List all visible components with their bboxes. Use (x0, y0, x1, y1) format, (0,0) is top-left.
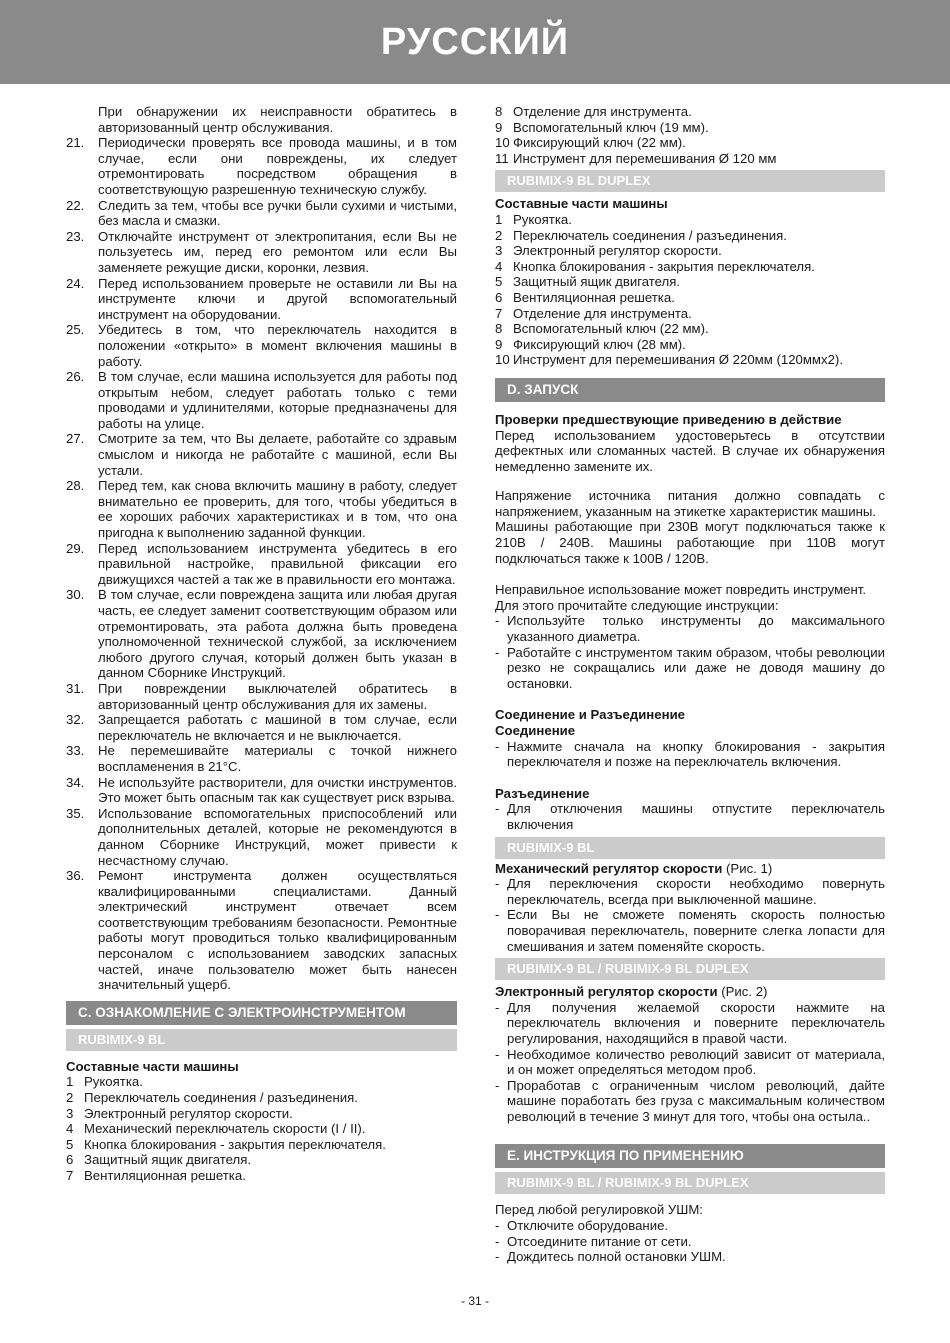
list-item-number: 2 (495, 227, 503, 243)
list-item-number: 35. (66, 805, 85, 821)
list-item (495, 243, 885, 259)
duplex-parts-title: Составные части машины (495, 196, 668, 212)
list-item (66, 198, 457, 229)
list-item-number: 5 (66, 1136, 74, 1152)
safety-list (66, 135, 457, 993)
list-item-number: 1 (66, 1074, 74, 1090)
mechanical-figure-ref: (Рис. 1) (726, 860, 773, 876)
list-item-number: 9 (495, 336, 503, 352)
bullet-item (495, 801, 885, 832)
list-item (66, 1106, 457, 1122)
list-item-text: Кнопка блокирования - закрытия переключателя. (84, 1136, 386, 1152)
list-item-text: При повреждении выключателей обратитесь в авторизованный центр обслуживания для их замены. (98, 680, 457, 712)
bullet-item (495, 1047, 885, 1078)
bullet-text: Нажмите сначала на кнопку блокирования - закрытия переключателя и позже на переключатель включения. (507, 738, 885, 770)
list-item-text: Рукоятка. (84, 1074, 143, 1090)
list-item-text: Запрещается работать с машиной в том случае, если переключатель не включается и не выключается. (98, 712, 457, 743)
list-item (66, 1090, 457, 1106)
bullet-item (495, 1234, 885, 1250)
list-item-number: 3 (495, 243, 503, 259)
list-item-text: Смотрите за тем, что Вы делаете, работайте со здравым смыслом и никогда не работайте с машиной, если Вы устали. (98, 431, 457, 478)
list-item-number: 11 (495, 150, 509, 166)
list-item-text: В том случае, если машина используется для работы под открытым небом, следует работать только с теми проводами и удлинителями, которые предназначены для работы на улице. (98, 369, 457, 431)
list-item (66, 1121, 457, 1137)
list-item-number: 26. (66, 369, 85, 385)
list-item-text: Электронный регулятор скорости. (84, 1105, 293, 1121)
voltage-text: Напряжение источника питания должно совпадать с напряжением, указанным на этикетке характеристик машины. (495, 488, 885, 519)
list-item-number: 33. (66, 743, 85, 759)
list-item (66, 712, 457, 743)
bullet-text: Отключите оборудование. (507, 1218, 669, 1234)
list-item-text: Отделение для инструмента. (513, 104, 692, 119)
before-text: Перед любой регулировкой УШМ: (495, 1202, 703, 1218)
list-item (495, 120, 885, 136)
list-item-text: Перед использованием инструмента убедитесь в его правильной настройке, правильной фиксации его движущихся частей а так же в правильности его монтажа. (98, 540, 457, 587)
list-item-number: 24. (66, 275, 85, 291)
list-item-text: Вспомогательный ключ (19 мм). (513, 119, 709, 135)
left-column (66, 104, 457, 1184)
list-item (66, 369, 457, 431)
bullet-dash: - (495, 907, 500, 923)
follow-text: Для этого прочитайте следующие инструкции: (495, 597, 779, 613)
voltage-text-2: Машины работающие при 230В могут подключаться также к 210В / 240В. Машины работающие при 110В могут подключаться также к 100В / 120В. (495, 519, 885, 566)
list-item-text: Не используйте растворители, для очистки инструментов. Это может быть опасным так как существует риск взрыва. (98, 774, 457, 806)
list-item-number: 4 (495, 258, 503, 274)
list-item-number: 10 (495, 135, 510, 151)
list-item-text: Отключайте инструмент от электропитания, если Вы не пользуетесь им, перед его ремонтом или если Вы заменяете режущие диски, коронки, лезвия. (98, 228, 457, 275)
list-item-text: Следить за тем, чтобы все ручки были сухими и чистыми, без масла и смазки. (98, 197, 457, 229)
list-item (66, 806, 457, 868)
connection-list (495, 739, 885, 770)
page-title: РУССКИЙ (380, 21, 570, 63)
list-item-number: 2 (66, 1090, 74, 1106)
list-item-number: 22. (66, 197, 85, 213)
list-item (495, 228, 885, 244)
before-list (495, 1218, 885, 1265)
list-item-text: Перед использованием проверьте не оставили ли Вы на инструменте ключи и другой вспомогательный инструмент на оборудовании. (98, 275, 457, 322)
list-item (66, 1074, 457, 1090)
bullet-dash: - (495, 1077, 500, 1093)
list-item-number: 23. (66, 228, 85, 244)
list-item (495, 104, 885, 120)
list-item-text: Периодически проверять все провода машины, и в том случае, если они повреждены, их следует отремонтировать посредством обращения в соответствующую разрешенную техническую службу. (98, 135, 457, 197)
bullet-dash: - (495, 999, 500, 1015)
list-item-text: Убедитесь в том, что переключатель находится в положении «открыто» в момент включения машины в работу. (98, 322, 457, 369)
list-item-number: 21. (66, 135, 85, 151)
bullet-text: Отсоедините питание от сети. (507, 1233, 692, 1249)
list-item-number: 32. (66, 712, 85, 728)
list-item (495, 151, 885, 167)
list-item (66, 135, 457, 197)
list-item-number: 6 (66, 1152, 74, 1168)
list-item (66, 431, 457, 478)
subsection-both-heading: RUBIMIX-9 BL / RUBIMIX-9 BL DUPLEX (495, 958, 885, 980)
bullet-item (495, 1078, 885, 1125)
list-item (66, 1152, 457, 1168)
list-item-text: Защитный ящик двигателя. (513, 274, 681, 290)
list-item (495, 352, 885, 368)
list-item (495, 135, 885, 151)
checks-title: Проверки предшествующие приведению в действие (495, 411, 842, 427)
duplex-parts-list (495, 212, 885, 368)
list-item-number: 7 (66, 1168, 74, 1183)
list-item-number: 25. (66, 322, 85, 338)
list-item-number: 9 (495, 119, 503, 135)
bullet-item (495, 907, 885, 954)
list-item (66, 868, 457, 993)
electronic-figure-ref: (Рис. 2) (721, 984, 768, 1000)
intro-text: При обнаружении их неисправности обратитесь в авторизованный центр обслуживания. (98, 104, 457, 135)
list-item-number: 10 (495, 352, 510, 368)
bullet-text: Для переключения скорости необходимо повернуть переключатель, всегда при выключенной машине. (507, 876, 885, 907)
right-column (495, 104, 885, 1265)
list-item-text: Переключатель соединения / разъединения. (84, 1090, 358, 1106)
list-item (495, 306, 885, 322)
list-item-number: 30. (66, 587, 85, 603)
bullet-item (495, 876, 885, 907)
list-item-text: Инструмент для перемешивания Ø 220мм (120ммх2). (513, 352, 843, 368)
page-header (0, 0, 950, 84)
list-item (66, 775, 457, 806)
list-item-text: Кнопка блокирования - закрытия переключателя. (513, 258, 815, 274)
bullet-dash: - (495, 1046, 500, 1062)
follow-list (495, 613, 885, 691)
bullet-text: Используйте только инструменты до максимального указанного диаметра. (507, 613, 885, 645)
list-item (66, 541, 457, 588)
list-item-number: 34. (66, 774, 85, 790)
subsection-rubimix-heading-2: RUBIMIX-9 BL (495, 837, 885, 859)
connection-subtitle: Соединение (495, 723, 576, 738)
bullet-text: Необходимое количество революций зависит от материала, и он может определяться методом проб. (507, 1046, 885, 1078)
bullet-text: Проработав с ограниченным числом революций, дайте машине поработать без груза с максимальным количеством революций в течение 3 минут для того, чтобы она остыла.. (507, 1077, 885, 1124)
list-item-text: Отделение для инструмента. (513, 305, 692, 321)
list-item-number: 6 (495, 289, 503, 305)
bullet-text: Для отключения машины отпустите переключатель включения (507, 801, 885, 832)
list-item (66, 743, 457, 774)
bullet-text: Если Вы не сможете поменять скорость полностью поворачивая переключатель, поверните слегка лопасти для смешивания и затем поменяйте скорость. (507, 907, 885, 954)
list-item-text: В том случае, если повреждена защита или любая другая часть, ее следует заменит соответствующим образом или отремонтировать, эта работа должна быть проведена уполномоченной технической службой, за исключением любого другого случая, который должен быть указан в данном Сборнике Инструкций. (98, 587, 457, 681)
list-item-text: Ремонт инструмента должен осуществляться квалифицированными специалистами. Данный электрический инструмент отвечает всем соответствующим требованиям безопасности. Ремонтные работы могут проводиться только квалифицированным персоналом с использованием заводских запасных частей, иначе пользователю может быть нанесен значительный ущерб. (98, 868, 457, 993)
bullet-item (495, 645, 885, 692)
list-item-text: Инструмент для перемешивания Ø 120 мм (513, 150, 777, 166)
list-item (66, 681, 457, 712)
list-item-text: Фиксирующий ключ (22 мм). (513, 135, 686, 151)
list-item-number: 4 (66, 1121, 74, 1137)
bullet-text: Для получения желаемой скорости нажмите на переключатель включения и поверните переключатель регулирования, находящийся в правой части. (507, 999, 885, 1046)
mechanical-title: Механический регулятор скорости (495, 860, 723, 876)
bullet-dash: - (495, 1249, 500, 1265)
mechanical-list (495, 876, 885, 954)
list-item (66, 1137, 457, 1153)
section-e-heading: E. ИНСТРУКЦИЯ ПО ПРИМЕНЕНИЮ (495, 1144, 885, 1168)
disconnection-list (495, 801, 885, 832)
bullet-item (495, 613, 885, 644)
list-item (66, 276, 457, 323)
electronic-list (495, 1000, 885, 1125)
list-item-text: Не перемешивайте материалы с точкой нижнего воспламенения в 21°С. (98, 743, 457, 774)
subsection-rubimix-heading: RUBIMIX-9 BL (66, 1029, 457, 1051)
electronic-title-line (495, 984, 885, 1000)
list-item (495, 290, 885, 306)
list-item-text: Рукоятка. (513, 211, 572, 227)
list-item-text: Перед тем, как снова включить машину в работу, следует внимательно ее проверить, для того, чтобы убедиться в ее хороших рабочих характеристиках и в том, что она пригодна к выполнению заданной функции. (98, 478, 457, 541)
electronic-title: Электронный регулятор скорости (495, 984, 718, 1000)
connection-title: Соединение и Разъединение (495, 707, 686, 723)
mechanical-title-line (495, 861, 885, 877)
bullet-item (495, 1218, 885, 1234)
bullet-dash: - (495, 876, 500, 892)
bullet-dash: - (495, 738, 500, 754)
list-item-number: 5 (495, 274, 503, 290)
list-item-number: 36. (66, 868, 85, 884)
bullet-text: Работайте с инструментом таким образом, чтобы революции резко не сокращались или даже не доводя машину до остановки. (507, 644, 885, 691)
list-item-text: Механический переключатель скорости (I / II). (84, 1121, 366, 1137)
list-item (495, 212, 885, 228)
list-item-number: 28. (66, 478, 85, 494)
subsection-duplex-heading: RUBIMIX-9 BL DUPLEX (495, 170, 885, 192)
bullet-item (495, 1000, 885, 1047)
list-item-number: 27. (66, 431, 85, 447)
disconnection-subtitle: Разъединение (495, 785, 590, 801)
list-item-number: 7 (495, 305, 503, 321)
bullet-dash: - (495, 801, 500, 817)
list-item (495, 274, 885, 290)
list-item-number: 29. (66, 540, 85, 556)
list-item-number: 1 (495, 211, 503, 227)
parts-list (66, 1074, 457, 1183)
list-item (66, 587, 457, 681)
list-item-number: 8 (495, 321, 503, 337)
bullet-text: Дождитесь полной остановки УШМ. (507, 1249, 726, 1265)
list-item-text: Использование вспомогательных приспособлений или дополнительных деталей, которые не рекомендуются в данном Сборнике Инструкций, может привести к несчастному случаю. (98, 805, 457, 868)
list-item-number: 3 (66, 1105, 74, 1121)
list-item-number: 8 (495, 104, 503, 119)
checks-text: Перед использованием удостоверьтесь в отсутствии дефектных или сломанных частей. В случае их обнаружения немедленно замените их. (495, 427, 885, 474)
bullet-dash: - (495, 1233, 500, 1249)
parts-title: Составные части машины (66, 1058, 239, 1074)
list-item (495, 321, 885, 337)
list-item (495, 337, 885, 353)
list-item-text: Переключатель соединения / разъединения. (513, 227, 787, 243)
list-item-text: Вентиляционная решетка. (513, 289, 675, 305)
list-item (66, 229, 457, 276)
subsection-both-heading-2: RUBIMIX-9 BL / RUBIMIX-9 BL DUPLEX (495, 1172, 885, 1194)
parts-list-continued (495, 104, 885, 166)
bullet-item (495, 739, 885, 770)
list-item (66, 1168, 457, 1184)
list-item-text: Вспомогательный ключ (22 мм). (513, 321, 709, 337)
bullet-dash: - (495, 1218, 500, 1234)
list-item-text: Фиксирующий ключ (28 мм). (513, 336, 686, 352)
page-number: - 31 - (460, 1294, 489, 1308)
bullet-dash: - (495, 613, 500, 629)
list-item-text: Вентиляционная решетка. (84, 1168, 246, 1183)
list-item (66, 322, 457, 369)
list-item (495, 259, 885, 275)
bullet-item (495, 1249, 885, 1265)
list-item-number: 31. (66, 680, 85, 696)
section-c-heading: C. ОЗНАКОМЛЕНИЕ С ЭЛЕКТРОИНСТРУМЕНТОМ (66, 1001, 457, 1025)
list-item-text: Электронный регулятор скорости. (513, 243, 722, 259)
list-item (66, 478, 457, 540)
misuse-text: Неправильное использование может повредить инструмент. (495, 582, 867, 598)
list-item-text: Защитный ящик двигателя. (84, 1152, 252, 1168)
bullet-dash: - (495, 644, 500, 660)
section-d-heading: D. ЗАПУСК (495, 378, 885, 402)
